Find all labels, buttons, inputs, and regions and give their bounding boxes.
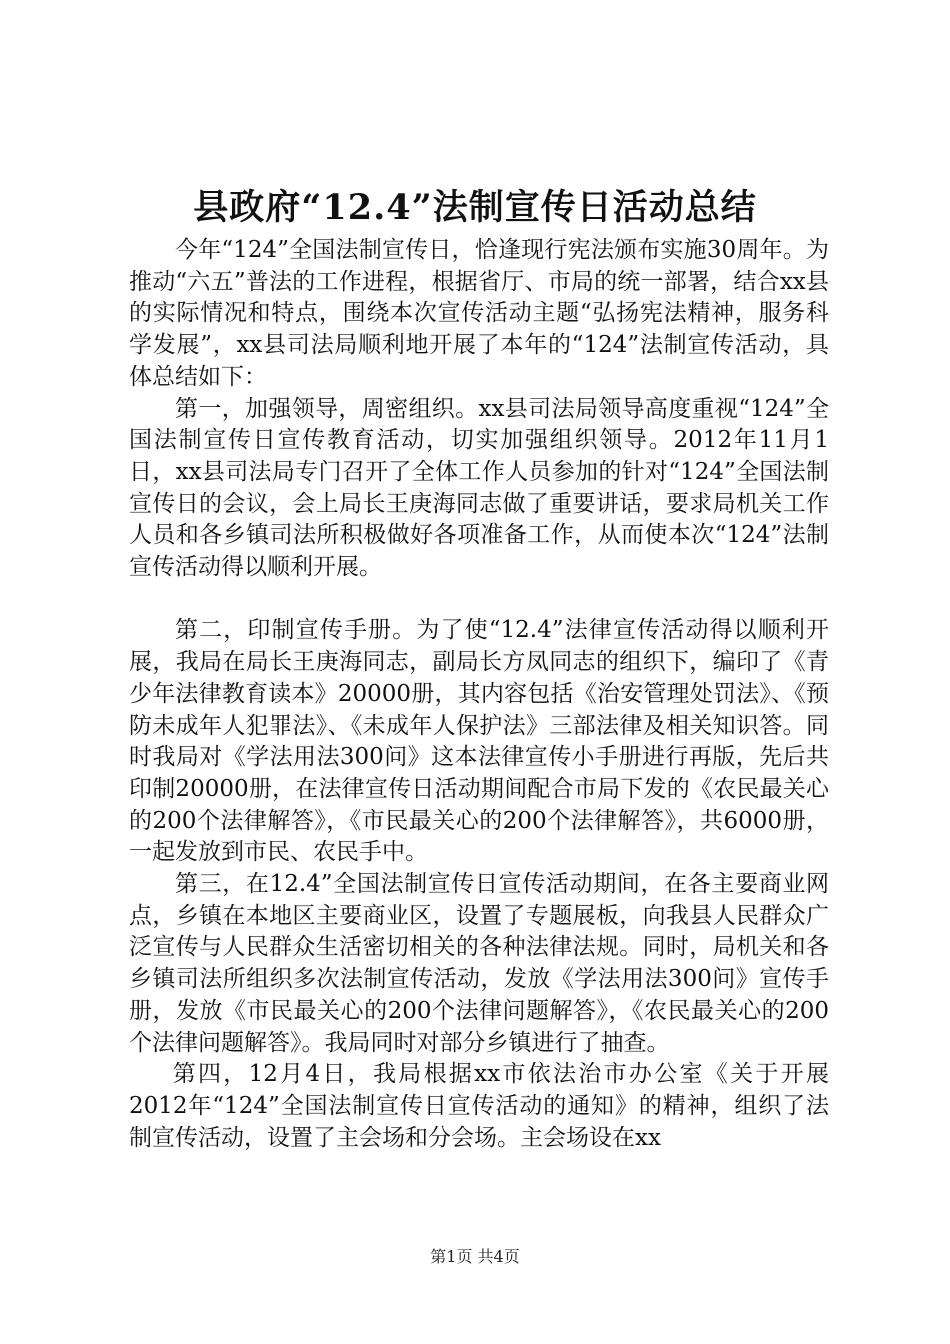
page-footer: 第1页 共4页 <box>430 1247 520 1266</box>
document-body <box>129 235 829 1154</box>
paragraph-intro: 今年“124”全国法制宣传日，恰逢现行宪法颁布实施30周年。为推动“六五”普法的工作进程，根据省厅、市局的统一部署，结合xx县的实际情况和特点，围绕本次宣传活动主题“弘扬宪法精神，服务科学发展”，xx县司法局顺利地开展了本年的“124”法制宣传活动，具体总结如下： <box>129 237 829 390</box>
paragraph-fourth: 第四，12月4日，我局根据xx市依法治市办公室《关于开展2012年“124”全国法制宣传日宣传活动的通知》的精神，组织了法制宣传活动，设置了主会场和分会场。主会场设在xx <box>129 1061 829 1151</box>
paragraph-first: 第一，加强领导，周密组织。xx县司法局领导高度重视“124”全国法制宣传日宣传教育活动，切实加强组织领导。2012年11月1日，xx县司法局专门召开了全体工作人员参加的针对“124”全国法制宣传日的会议，会上局长王庚海同志做了重要讲话，要求局机关工作人员和各乡镇司法所积极做好各项准备工作，从而使本次“124”法制宣传活动得以顺利开展。 <box>129 395 829 581</box>
document-title: 县政府“12.4”法制宣传日活动总结 <box>193 187 757 228</box>
paragraph-second: 第二，印制宣传手册。为了使“12.4”法律宣传活动得以顺利开展，我局在局长王庚海同志，副局长方凤同志的组织下，编印了《青少年法律教育读本》20000册，其内容包括《治安管理处罚法》、《预防未成年人犯罪法》、《未成年人保护法》三部法律及相关知识答。同时我局对《学法用法300问》这本法律宣传小手册进行再版，先后共印制20000册，在法律宣传日活动期间配合市局下发的《农民最关心的200个法律解答》，《市民最关心的200个法律解答》，共6000册，一起发放到市民、农民手中。 <box>129 617 829 866</box>
paragraph-third: 第三，在12.4”全国法制宣传日宣传活动期间，在各主要商业网点，乡镇在本地区主要商业区，设置了专题展板，向我县人民群众广泛宣传与人民群众生活密切相关的各种法律法规。同时，局机关和各乡镇司法所组织多次法制宣传活动，发放《学法用法300问》宣传手册，发放《市民最关心的200个法律问题解答》，《农民最关心的200个法律问题解答》。我局同时对部分乡镇进行了抽查。 <box>129 871 829 1056</box>
